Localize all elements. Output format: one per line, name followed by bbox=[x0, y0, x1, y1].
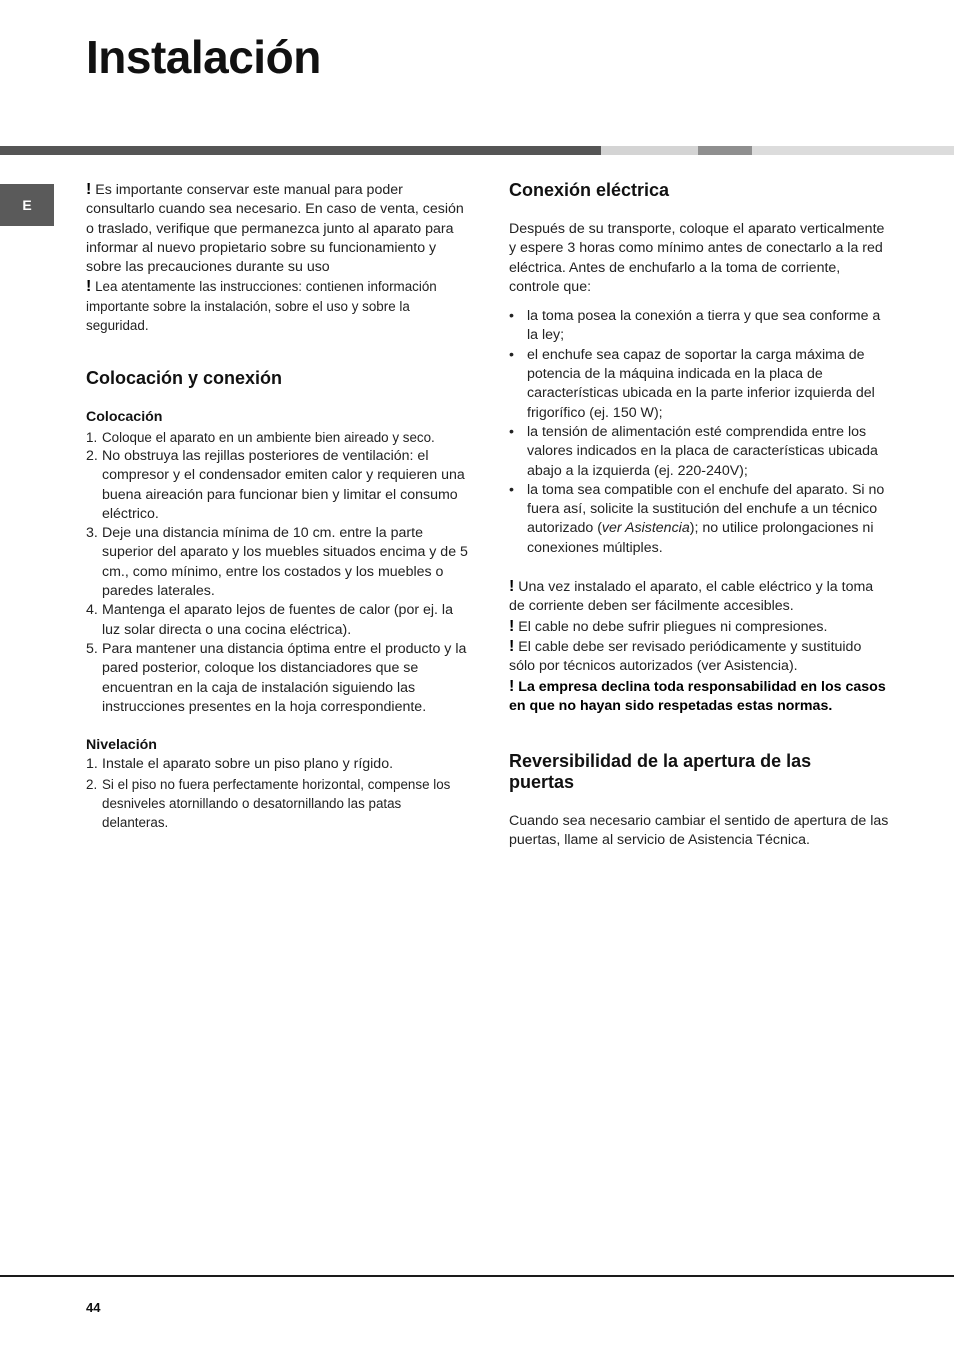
list-item: 2. No obstruya las rejillas posteriores de ventilación: el compresor y el condensador emiten calor y requieren una buena aireación para funcionar bien y limitar el consumo eléctrico. bbox=[86, 447, 465, 522]
electrical-heading: Conexión eléctrica bbox=[509, 180, 670, 200]
warning-mark: ! bbox=[86, 278, 92, 296]
page-number: 44 bbox=[86, 1300, 101, 1315]
list-item: 1. Instale el aparato sobre un piso plano y rígido. bbox=[86, 756, 394, 773]
list-item: 3. Deje una distancia mínima de 10 cm. entre la parte superior del aparato y los muebles situados encima y de 5 cm., como mínimo, entre los costados y los muebles o paredes laterales. bbox=[86, 525, 468, 600]
list-item: 1. Coloque el aparato en un ambiente bien aireado y seco. bbox=[86, 429, 435, 445]
warning-line: ! El cable debe ser revisado periódicamente y sustituido sólo por técnicos autorizados (ver Asistencia). bbox=[509, 637, 862, 675]
header-bar-dark bbox=[0, 146, 601, 155]
placement-heading: Colocación y conexión bbox=[86, 368, 283, 389]
assistance-reference: ver Asistencia bbox=[601, 520, 690, 537]
list-item: • la tensión de alimentación esté comprendida entre los valores indicados en la placa de características ubicada abajo a la izquierda (ej. 220-240V); bbox=[509, 423, 878, 479]
list-item: • la toma posea la conexión a tierra y que sea conforme a la ley; bbox=[509, 308, 881, 344]
right-column bbox=[509, 180, 889, 851]
reversibility-heading: Reversibilidad de la apertura de las puertas bbox=[509, 751, 812, 793]
nivelacion-list bbox=[86, 755, 470, 832]
intro-paragraph-1 bbox=[86, 180, 470, 277]
list-item: 4. Mantenga el aparato lejos de fuentes de calor (por ej. la luz solar directa o una cocina eléctrica). bbox=[86, 602, 453, 638]
footer-rule bbox=[0, 1275, 954, 1277]
intro-paragraph-2 bbox=[86, 277, 470, 335]
list-item: 5. Para mantener una distancia óptima entre el producto y la pared posterior, coloque los distanciadores que se encuentran en la caja de instalación siguiendo las instrucciones presentes en la hoja correspondiente. bbox=[86, 640, 467, 715]
warning-line: ! Una vez instalado el aparato, el cable eléctrico y la toma de corriente deben ser fácilmente accesibles. bbox=[509, 578, 874, 615]
left-column bbox=[86, 180, 470, 833]
header-bar-light bbox=[601, 146, 698, 155]
warning-mark: ! bbox=[86, 181, 92, 198]
electrical-intro: Después de su transporte, coloque el aparato verticalmente y espere 3 horas como mínimo antes de conectarlo a la red eléctrica. Antes de enchufarlo a la toma de corriente, controle que: bbox=[509, 221, 885, 295]
page-title: Instalación bbox=[86, 31, 321, 83]
header-bar-pale bbox=[752, 146, 954, 155]
colocacion-heading: Colocación bbox=[86, 409, 163, 426]
colocacion-list bbox=[86, 428, 470, 717]
warning-line: ! El cable no debe sufrir pliegues ni compresiones. bbox=[509, 617, 828, 635]
header-bar-mid bbox=[698, 146, 752, 155]
list-item: • el enchufe sea capaz de soportar la carga máxima de potencia de la máquina indicada en la placa de características ubicada en la parte inferior izquierda del frigorífico (ej. 150 W); bbox=[509, 346, 875, 421]
electrical-warnings bbox=[509, 577, 889, 716]
intro-text-1: Es importante conservar este manual para poder consultarlo cuando sea necesario. En caso de venta, cesión o traslado, verifique que permanezca junto al aparato para informar al nuevo propietario sobre su funcionamiento y sobre las precauciones durante su uso bbox=[86, 182, 464, 276]
list-item: • la toma sea compatible con el enchufe del aparato. Si no fuera así, solicite la sustitución del enchufe a un técnico autorizado (ver Asistencia); no utilice prolongaciones ni conexiones múltiples. bbox=[509, 481, 885, 556]
warning-line-bold: ! La empresa declina toda responsabilidad en los casos en que no hayan sido respetadas estas normas. bbox=[509, 677, 886, 714]
list-item: 2. Si el piso no fuera perfectamente horizontal, compense los desniveles atornillando o desatornillando las patas delanteras. bbox=[86, 776, 451, 831]
reversibility-text: Cuando sea necesario cambiar el sentido de apertura de las puertas, llame al servicio de Asistencia Técnica. bbox=[509, 813, 889, 849]
intro-text-2: Lea atentamente las instrucciones: contienen información importante sobre la instalación, sobre el uso y sobre la seguridad. bbox=[86, 279, 437, 334]
language-tab: E bbox=[0, 184, 54, 226]
electrical-checklist bbox=[509, 307, 889, 558]
nivelacion-heading: Nivelación bbox=[86, 737, 157, 754]
